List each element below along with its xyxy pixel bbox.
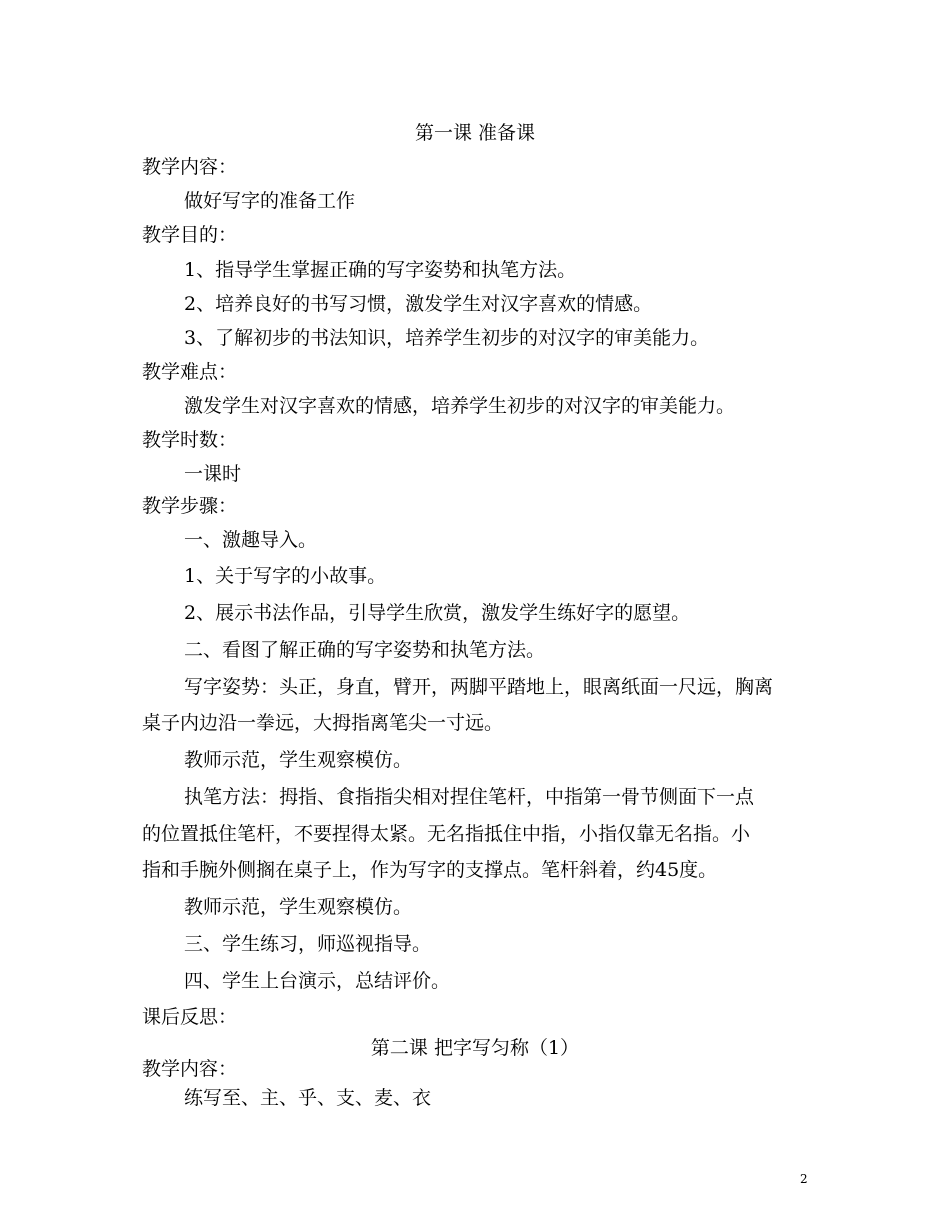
heading-teaching-difficulty: 教学难点： <box>142 361 238 383</box>
step-heading: 四、学生上台演示，总结评价。 <box>184 970 451 992</box>
lesson2-title: 第二课 把字写匀称（1） <box>370 1037 580 1059</box>
heading-teaching-hours: 教学时数： <box>142 429 238 451</box>
step-heading: 三、学生练习，师巡视指导。 <box>184 933 432 955</box>
step-item: 2、展示书法作品，引导学生欣赏，激发学生练好字的愿望。 <box>184 602 691 624</box>
hours-text: 一课时 <box>184 463 242 485</box>
page-number: 2 <box>800 1172 808 1186</box>
goal-item: 1、指导学生掌握正确的写字姿势和执笔方法。 <box>184 259 577 281</box>
grip-text-line: 执笔方法：拇指、食指指尖相对捏住笔杆，中指第一骨节侧面下一点 <box>184 786 755 808</box>
heading-teaching-steps: 教学步骤： <box>142 495 238 517</box>
teaching-content-text: 做好写字的准备工作 <box>184 190 356 212</box>
demo-text: 教师示范，学生观察模仿。 <box>184 749 413 771</box>
heading-reflection: 课后反思： <box>142 1006 238 1028</box>
heading-teaching-content: 教学内容： <box>142 1058 238 1080</box>
lesson1-title: 第一课 准备课 <box>414 122 536 144</box>
step-heading: 二、看图了解正确的写字姿势和执笔方法。 <box>184 639 546 661</box>
posture-text-line: 桌子内边沿一拳远，大拇指离笔尖一寸远。 <box>142 712 504 734</box>
goal-item: 3、了解初步的书法知识，培养学生初步的对汉字的审美能力。 <box>184 327 710 349</box>
difficulty-text: 激发学生对汉字喜欢的情感，培养学生初步的对汉字的审美能力。 <box>184 395 736 417</box>
demo-text: 教师示范，学生观察模仿。 <box>184 896 413 918</box>
grip-text-line: 的位置抵住笔杆，不要捏得太紧。无名指抵住中指，小指仅靠无名指。小 <box>142 823 751 845</box>
step-heading: 一、激趣导入。 <box>184 529 318 551</box>
goal-item: 2、培养良好的书写习惯，激发学生对汉字喜欢的情感。 <box>184 293 653 315</box>
posture-text-line: 写字姿势：头正，身直，臂开，两脚平踏地上，眼离纸面一尺远，胸离 <box>184 676 774 698</box>
heading-teaching-content: 教学内容： <box>142 156 238 178</box>
step-item: 1、关于写字的小故事。 <box>184 565 387 587</box>
teaching-content-text: 练写至、主、乎、支、麦、衣 <box>184 1087 432 1109</box>
grip-text-line: 指和手腕外侧搁在桌子上，作为写字的支撑点。笔杆斜着，约45度。 <box>142 859 718 881</box>
heading-teaching-goals: 教学目的： <box>142 224 238 246</box>
